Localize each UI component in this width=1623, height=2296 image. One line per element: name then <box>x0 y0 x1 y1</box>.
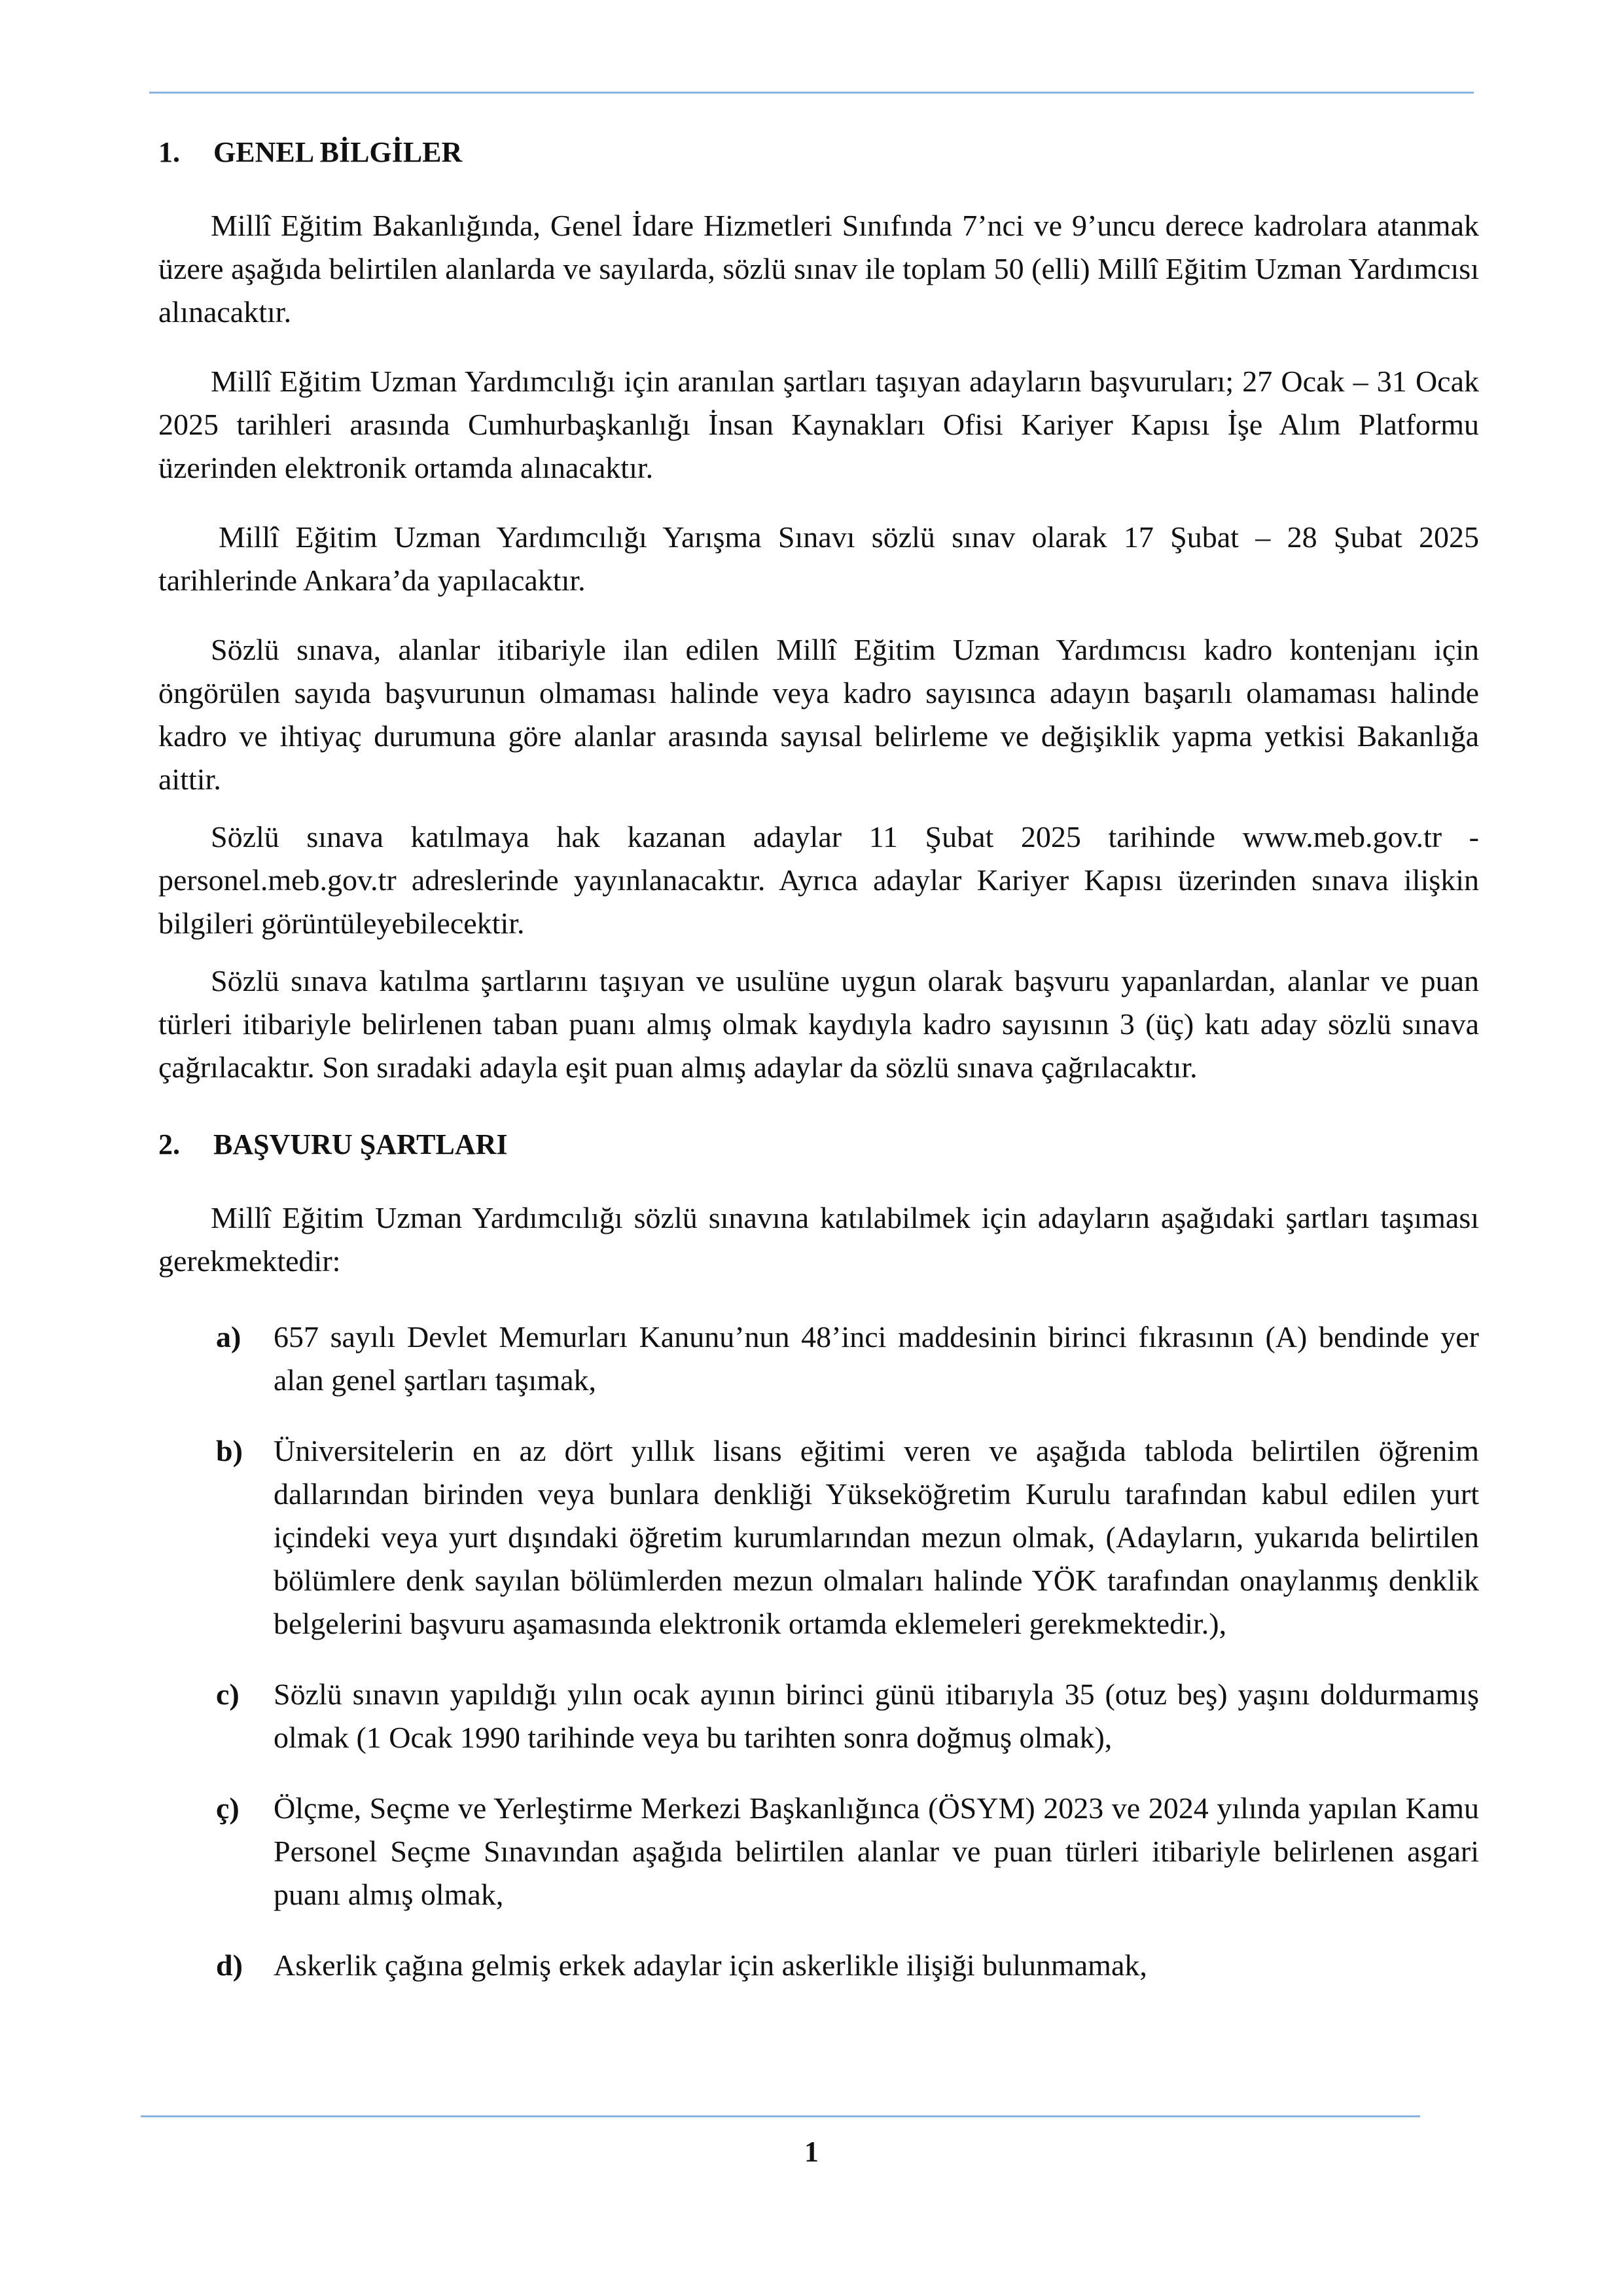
paragraph: Sözlü sınava katılmaya hak kazanan adaylar 11 Şubat 2025 tarihinde www.meb.gov.tr - personel.meb.gov.tr adreslerinde yayınlanacaktır. Ayrıca adaylar Kariyer Kapısı üzerinden sınava ilişkin bilgileri görüntüleyebilecektir. <box>158 820 1479 940</box>
paragraph: Millî Eğitim Bakanlığında, Genel İdare Hizmetleri Sınıfında 7’nci ve 9’uncu derece kadrolara atanmak üzere aşağıda belirtilen alanlarda ve sayılarda, sözlü sınav ile toplam 50 (elli) Millî Eğitim Uzman Yardımcısı alınacaktır. <box>158 209 1479 329</box>
list-item <box>158 1429 1479 1645</box>
list-item <box>158 1673 1479 1759</box>
section-heading-basvuru-sartlari <box>158 1123 1479 1166</box>
paragraph: Millî Eğitim Uzman Yardımcılığı sözlü sınavına katılabilmek için adayların aşağıdaki şartları taşıması gerekmektedir: <box>158 1201 1479 1278</box>
paragraph: Millî Eğitim Uzman Yardımcılığı için aranılan şartları taşıyan adayların başvuruları; 27 Ocak – 31 Ocak 2025 tarihleri arasında Cumhurbaşkanlığı İnsan Kaynakları Ofisi Kariyer Kapısı İşe Alım Platformu üzerinden elektronik ortamda alınacaktır. <box>158 365 1479 484</box>
list-marker: a) <box>216 1320 241 1354</box>
section-heading-genel-bilgiler <box>158 131 1479 174</box>
list-marker: b) <box>216 1434 243 1467</box>
list-text: Ölçme, Seçme ve Yerleştirme Merkezi Başkanlığınca (ÖSYM) 2023 ve 2024 yılında yapılan Kamu Personel Seçme Sınavından aşağıda belirtilen alanlar ve puan türleri itibariyle belirlenen asgari puanı almış olmak, <box>274 1791 1479 1911</box>
paragraph: Sözlü sınava, alanlar itibariyle ilan edilen Millî Eğitim Uzman Yardımcısı kadro kontenjanı için öngörülen sayıda başvurunun olmaması halinde veya kadro sayısınca adayın başarılı olamaması halinde kadro ve ihtiyaç durumuna göre alanlar arasında sayısal belirleme ve değişiklik yapma yetkisi Bakanlığa aittir. <box>158 633 1479 796</box>
section-number: 2. <box>158 1128 180 1160</box>
list-marker: c) <box>216 1677 240 1711</box>
section-title: GENEL BİLGİLER <box>213 136 463 168</box>
header-rule <box>149 92 1474 94</box>
list-marker: ç) <box>216 1791 240 1825</box>
list-text: Sözlü sınavın yapıldığı yılın ocak ayının birinci günü itibarıyla 35 (otuz beş) yaşını doldurmamış olmak (1 Ocak 1990 tarihinde veya bu tarihten sonra doğmuş olmak), <box>274 1677 1479 1754</box>
list-text: 657 sayılı Devlet Memurları Kanunu’nun 48’inci maddesinin birinci fıkrasının (A) bendinde yer alan genel şartları taşımak, <box>274 1320 1479 1397</box>
list-marker: d) <box>216 1948 243 1982</box>
list-text: Askerlik çağına gelmiş erkek adaylar için askerlikle ilişiği bulunmamak, <box>274 1948 1147 1982</box>
list-item <box>158 1944 1479 1987</box>
paragraph: Millî Eğitim Uzman Yardımcılığı Yarışma Sınavı sözlü sınav olarak 17 Şubat – 28 Şubat 2025 tarihlerinde Ankara’da yapılacaktır. <box>158 520 1479 597</box>
page-number: 1 <box>804 2136 819 2168</box>
list-item <box>158 1787 1479 1916</box>
section-number: 1. <box>158 136 180 168</box>
list-item <box>158 1316 1479 1402</box>
document-page <box>158 131 1479 2015</box>
footer-rule <box>141 2115 1420 2117</box>
section-title: BAŞVURU ŞARTLARI <box>213 1128 508 1160</box>
list-text: Üniversitelerin en az dört yıllık lisans eğitimi veren ve aşağıda tabloda belirtilen öğrenim dallarından birinden veya bunlara denkliği Yükseköğretim Kurulu tarafından kabul edilen yurt içindeki veya yurt dışındaki öğretim kurumlarından mezun olmak, (Adayların, yukarıda belirtilen bölümlere denk sayılan bölümlerden mezun olmaları halinde YÖK tarafından onaylanmış denklik belgelerini başvuru aşamasında elektronik ortamda eklemeleri gerekmektedir.), <box>274 1434 1479 1640</box>
paragraph: Sözlü sınava katılma şartlarını taşıyan ve usulüne uygun olarak başvuru yapanlardan, alanlar ve puan türleri itibariyle belirlenen taban puanı almış olmak kaydıyla kadro sayısının 3 (üç) katı aday sözlü sınava çağrılacaktır. Son sıradaki adayla eşit puan almış adaylar da sözlü sınava çağrılacaktır. <box>158 964 1479 1084</box>
